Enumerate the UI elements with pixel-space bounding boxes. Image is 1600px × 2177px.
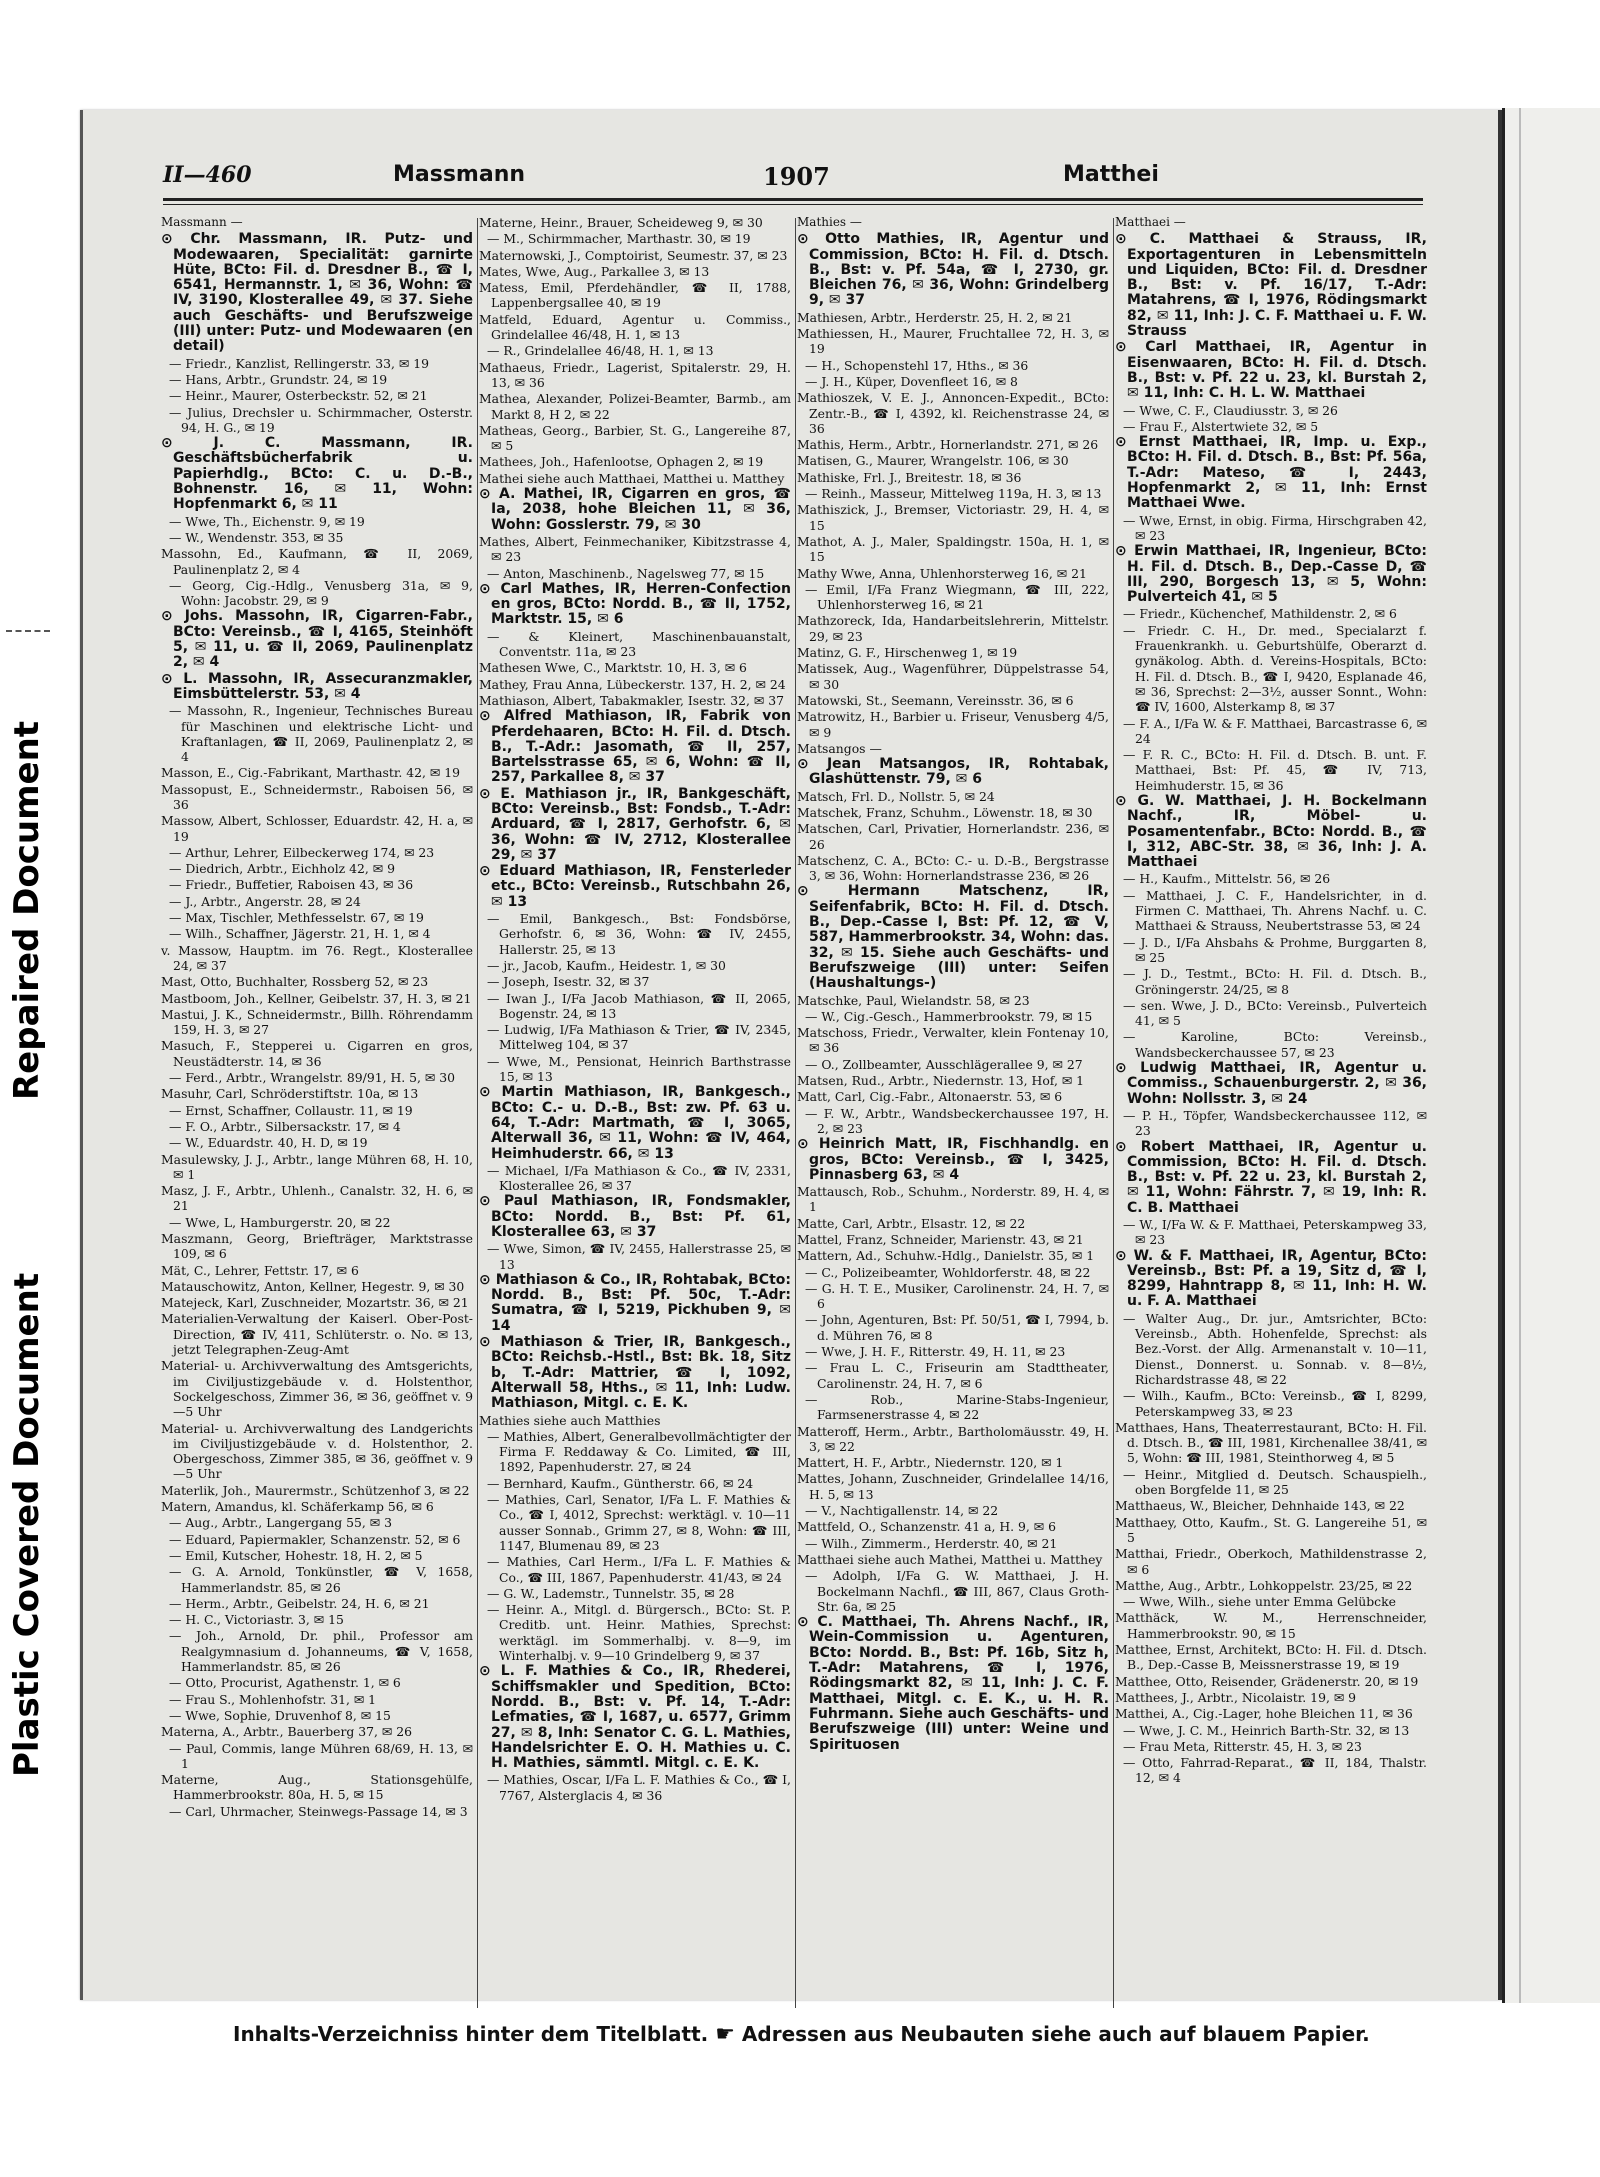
directory-entry: — O., Zollbeamter, Ausschlägerallee 9, ✉ 27 bbox=[805, 1056, 1083, 1072]
directory-entry: — Wilh., Schaffner, Jägerstr. 21, H. 1, ✉ 4 bbox=[169, 926, 431, 942]
directory-entry: ⊙ J. C. Massmann, IR. Geschäftsbücherfabrik u. Papierhdlg., BCto: C. u. D.-B., Bohnenstr. 16, ✉ 11, Wohn: Hopfenmarkt 6, ✉ 11 bbox=[161, 435, 473, 513]
directory-entry: — Max, Tischler, Methfesselstr. 67, ✉ 19 bbox=[169, 910, 424, 926]
directory-entry: Materne, Aug., Stationsgehülfe, Hammerbrookstr. 80a, H. 5, ✉ 15 bbox=[161, 1772, 473, 1803]
directory-entry: ⊙ Alfred Mathiason, IR, Fabrik von Pferdehaaren, BCto: H. Fil. d. Dtsch. B., T.-Adr.: Jasomath, ☎ II, 257, Bartelsstrasse 65, ✉ 6, Wohn: ☎ II, 257, Parkallee 8, ✉ 37 bbox=[479, 708, 791, 786]
directory-entry: Matthaes, Hans, Theaterrestaurant, BCto: H. Fil. d. Dtsch. B., ☎ III, 1981, Kirchenallee 38/41, ✉ 5, Wohn: ☎ III, 1981, Steinthorweg 4, ✉ 5 bbox=[1115, 1419, 1427, 1466]
directory-entry: Matthee, Ernst, Architekt, BCto: H. Fil. d. Dtsch. B., Dep.-Casse B, Meissnerstrasse 19, ✉ 19 bbox=[1115, 1642, 1427, 1673]
directory-entry: Masson, E., Cig.-Fabrikant, Marthastr. 42, ✉ 19 bbox=[161, 765, 461, 781]
directory-entry: — H., Kaufm., Mittelstr. 56, ✉ 26 bbox=[1123, 871, 1331, 887]
plastic-covered-label: Plastic Covered Document bbox=[7, 1272, 47, 1778]
directory-entry: — Diedrich, Arbtr., Eichholz 42, ✉ 9 bbox=[169, 861, 395, 877]
directory-entry: Matteroff, Herm., Arbtr., Bartholomäusstr. 49, H. 3, ✉ 22 bbox=[797, 1423, 1109, 1454]
directory-entry: Matthee, Otto, Reisender, Grädenerstr. 20, ✉ 19 bbox=[1115, 1673, 1419, 1689]
page-footer bbox=[233, 2022, 1433, 2047]
directory-entry: — Emil, I/Fa Franz Wiegmann, ☎ III, 222, Uhlenhorsterweg 16, ✉ 21 bbox=[805, 581, 1109, 613]
directory-entry: ⊙ C. Matthaei, Th. Ahrens Nachf., IR, Wein-Commission u. Agenturen, BCto: Nordd. B., Bst: Pf. 16b, Sitz h, T.-Adr: Matahrens, ☎ I, 1976, Rödingsmarkt 82, ✉ 11, Inh: J. C. F. Matthaei, Mitgl. c. E. K., u. H. R. Fuhrmann. Siehe auch Geschäfts- und Berufszweige (III) unter: Weine und Spirituosen bbox=[797, 1614, 1109, 1753]
directory-entry: — F. R. C., BCto: H. Fil. d. Dtsch. B. unt. F. Matthaei, Bst: Pf. 45, ☎ IV, 713, Heimhuderstr. 15, ✉ 36 bbox=[1123, 747, 1427, 793]
directory-entry: Mathiessen, H., Maurer, Fruchtallee 72, H. 3, ✉ 19 bbox=[797, 326, 1109, 357]
directory-entry: Matrowitz, H., Barbier u. Friseur, Venusberg 4/5, ✉ 9 bbox=[797, 709, 1109, 740]
directory-entry: Matschke, Paul, Wielandstr. 58, ✉ 23 bbox=[797, 992, 1030, 1008]
directory-entry: — Friedr., Küchenchef, Mathildenstr. 2, ✉ 6 bbox=[1123, 606, 1397, 622]
directory-entry: Matt, Carl, Cig.-Fabr., Altonaerstr. 53, ✉ 6 bbox=[797, 1089, 1063, 1105]
directory-entry: Massow, Albert, Schlosser, Eduardstr. 42, H. a, ✉ 19 bbox=[161, 813, 473, 844]
directory-entry: — Wwe, C. F., Claudiusstr. 3, ✉ 26 bbox=[1123, 402, 1338, 418]
column-heading: Massmann — bbox=[161, 215, 243, 229]
directory-entry: Matauschowitz, Anton, Kellner, Hegestr. 9, ✉ 30 bbox=[161, 1278, 465, 1294]
directory-entry: — Emil, Bankgesch., Bst: Fondsbörse, Gerhofstr. 6, ✉ 36, Wohn: ☎ IV, 2455, Hallerstr. 25, ✉ 13 bbox=[487, 911, 791, 957]
directory-entry: Mastui, J. K., Schneidermstr., Billh. Röhrendamm 159, H. 3, ✉ 27 bbox=[161, 1006, 473, 1038]
directory-column bbox=[161, 215, 473, 2015]
directory-entry: Materlik, Joh., Maurermstr., Schützenhof 3, ✉ 22 bbox=[161, 1482, 470, 1498]
directory-entry: — Frau S., Mohlenhofstr. 31, ✉ 1 bbox=[169, 1691, 377, 1707]
directory-entry: Mathiesen, Arbtr., Herderstr. 25, H. 2, ✉ 21 bbox=[797, 309, 1073, 325]
footer-newbuild-note: Adressen aus Neubauten siehe auch auf blauem Papier. bbox=[741, 2022, 1370, 2046]
directory-entry: Material- u. Archivverwaltung des Landgerichts im Civiljustizgebäude v. d. Holstenthor, 2. Obergeschoss, Zimmer 385, ✉ 36, geöffnet v. 9—5 Uhr bbox=[161, 1420, 473, 1482]
directory-entry: — Ernst, Schaffner, Collaustr. 11, ✉ 19 bbox=[169, 1102, 413, 1118]
directory-entry: — Heinr., Maurer, Osterbeckstr. 52, ✉ 21 bbox=[169, 388, 428, 404]
directory-entry: Mathaeus, Friedr., Lagerist, Spitalerstr. 29, H. 13, ✉ 36 bbox=[479, 359, 791, 390]
directory-entry: — Wwe, M., Pensionat, Heinrich Barthstrasse 15, ✉ 13 bbox=[487, 1053, 791, 1085]
directory-entry: — F. A., I/Fa W. & F. Matthaei, Barcastrasse 6, ✉ 24 bbox=[1123, 715, 1427, 746]
directory-entry: ⊙ L. F. Mathies & Co., IR, Rhederei, Schiffsmakler und Spedition, BCto: Nordd. B., Bst: v. Pf. 14, T.-Adr: Lefmaties, ☎ I, 1687, u. 6577, Grimm 27, ✉ 8, Inh: Senator C. G. L. Mathies, Handelsrichter E. O. H. Mathies u. C. H. Mathies, sämmtl. Mitgl. c. E. K. bbox=[479, 1663, 791, 1772]
header-rule bbox=[163, 198, 1423, 201]
directory-entry: Matfeld, Eduard, Agentur u. Commiss., Grindelallee 46/48, H. 1, ✉ 13 bbox=[479, 311, 791, 343]
directory-entry: — Herm., Arbtr., Geibelstr. 24, H. 6, ✉ 21 bbox=[169, 1595, 430, 1611]
directory-entry: — Michael, I/Fa Mathiason & Co., ☎ IV, 2331, Klosterallee 26, ✉ 37 bbox=[487, 1162, 791, 1194]
directory-entry: — Matthaei, J. C. F., Handelsrichter, in d. Firmen C. Matthaei, Th. Ahrens Nachf. u. C. Matthaei & Strauss, Neubertstrasse 53, ✉ 24 bbox=[1123, 887, 1427, 934]
directory-entry: Matthaei siehe auch Mathei, Matthei u. Matthey bbox=[797, 1551, 1103, 1567]
directory-entry: ⊙ Erwin Matthaei, IR, Ingenieur, BCto: H. Fil. d. Dtsch. B., Dep.-Casse D, ☎ III, 290, Borgesch 13, ✉ 5, Wohn: Pulverteich 41, ✉ 5 bbox=[1115, 543, 1427, 606]
directory-entry: ⊙ Hermann Matschenz, IR, Seifenfabrik, BCto: H. Fil. d. Dtsch. B., Dep.-Casse I, Bst: Pf. 12, ☎ V, 587, Hammerbrookstr. 34, Wohn: das. 32, ✉ 15. Siehe auch Geschäfts- und Berufszweige (III) unter: Seifen (Haushaltungs-) bbox=[797, 883, 1109, 992]
directory-entry: — Georg, Cig.-Hdlg., Venusberg 31a, ✉ 9, Wohn: Jacobstr. 29, ✉ 9 bbox=[169, 577, 473, 609]
directory-entry: Matthaey, Otto, Kaufm., St. G. Langereihe 51, ✉ 5 bbox=[1115, 1514, 1427, 1545]
directory-entry: — Walter Aug., Dr. jur., Amtsrichter, BCto: Vereinsb., Abth. Hohenfelde, Sprechst: als Bez.-Vorst. der Allg. Armenanstalt v. 10—11, Dienst., Donnerst. u. Sonnab. v. 8—8½, Richardstrasse 48, ✉ 22 bbox=[1123, 1310, 1427, 1387]
directory-entry: Mattert, H. F., Arbtr., Niedernstr. 120, ✉ 1 bbox=[797, 1455, 1064, 1471]
pointing-hand-icon: ☛ bbox=[715, 2022, 735, 2047]
directory-entry: — & Kleinert, Maschinenbauanstalt, Conventstr. 11a, ✉ 23 bbox=[487, 628, 791, 660]
directory-entry: ⊙ A. Mathei, IR, Cigarren en gros, ☎ Ia, 2038, hohe Bleichen 11, ✉ 36, Wohn: Gosslerstr. 79, ✉ 30 bbox=[479, 486, 791, 533]
directory-entry: — W., Eduardstr. 40, H. D, ✉ 19 bbox=[169, 1135, 368, 1151]
directory-entry: Material- u. Archivverwaltung des Amtsgerichts, im Civiljustizgebäude v. d. Holstenthor, Sockelgeschoss, Zimmer 36, ✉ 36, geöffnet v. 9—5 Uhr bbox=[161, 1358, 473, 1420]
directory-entry: ⊙ Martin Mathiason, IR, Bankgesch., BCto: C.- u. D.-B., Bst: zw. Pf. 63 u. 64, T.-Adr: Martmath, ☎ I, 3065, Alterwall 36, ✉ 11, Wohn: ☎ IV, 464, Heimhuderstr. 66, ✉ 13 bbox=[479, 1084, 791, 1162]
directory-columns bbox=[161, 215, 1431, 2015]
directory-entry: ⊙ Mathiason & Co., IR, Rohtabak, BCto: Nordd. B., Bst: Pf. 50c, T.-Adr: Sumatra, ☎ I, 5219, Pickhuben 9, ✉ 14 bbox=[479, 1271, 791, 1334]
directory-entry: — Wilh., Kaufm., BCto: Vereinsb., ☎ I, 8299, Peterskampweg 33, ✉ 23 bbox=[1123, 1388, 1427, 1419]
directory-entry: Masulewsky, J. J., Arbtr., lange Mühren 68, H. 10, ✉ 1 bbox=[161, 1151, 473, 1182]
directory-entry: Masz, J. F., Arbtr., Uhlenh., Canalstr. 32, H. 6, ✉ 21 bbox=[161, 1183, 473, 1214]
directory-entry: Mathiske, Frl. J., Breitestr. 18, ✉ 36 bbox=[797, 469, 1022, 485]
directory-entry: Mathea, Alexander, Polizei-Beamter, Barmb., am Markt 8, H 2, ✉ 22 bbox=[479, 391, 791, 422]
directory-entry: — Wwe, Th., Eichenstr. 9, ✉ 19 bbox=[169, 513, 365, 529]
directory-entry: — Heinr., Mitglied d. Deutsch. Schauspielh., oben Borgfelde 11, ✉ 25 bbox=[1123, 1466, 1427, 1498]
next-page-edge bbox=[1502, 108, 1600, 2003]
directory-column bbox=[479, 215, 791, 2015]
directory-entry: Mathies siehe auch Matthies bbox=[479, 1412, 661, 1428]
directory-entry: Masuch, F., Stepperei u. Cigarren en gros, Neustädterstr. 14, ✉ 36 bbox=[161, 1038, 473, 1069]
directory-entry: Mathei siehe auch Matthaei, Matthei u. Matthey bbox=[479, 470, 785, 486]
directory-entry: Matthei, A., Cig.-Lager, hohe Bleichen 11, ✉ 36 bbox=[1115, 1706, 1413, 1722]
directory-entry: Matschek, Franz, Schuhm., Löwenstr. 18, ✉ 30 bbox=[797, 804, 1093, 820]
directory-entry: — F. W., Arbtr., Wandsbeckerchaussee 197, H. 2, ✉ 23 bbox=[805, 1105, 1109, 1136]
directory-entry: ⊙ G. W. Matthaei, J. H. Bockelmann Nachf., IR, Möbel- u. Posamentenfabr., BCto: Nordd. B., ☎ I, 312, ABC-Str. 38, ✉ 36, Inh: J. A. Matthaei bbox=[1115, 792, 1427, 871]
directory-entry: Matsangos — bbox=[797, 740, 882, 756]
header-rule-thin bbox=[163, 204, 1423, 205]
directory-entry: — Wwe, J. H. F., Ritterstr. 49, H. 11, ✉ 23 bbox=[805, 1344, 1066, 1360]
directory-entry: — Adolph, I/Fa G. W. Matthaei, J. H. Bockelmann Nachfl., ☎ III, 867, Claus Groth-Str. 6a, ✉ 25 bbox=[805, 1568, 1109, 1614]
directory-entry: Matthe, Aug., Arbtr., Lohkoppelstr. 23/25, ✉ 22 bbox=[1115, 1577, 1413, 1593]
directory-entry: Matthäck, W. M., Herrenschneider, Hammerbrookstr. 90, ✉ 15 bbox=[1115, 1610, 1427, 1641]
directory-entry: Materialien-Verwaltung der Kaiserl. Ober-Post-Direction, ☎ IV, 411, Schlüterstr. o. No. ✉ 13, jetzt Telegraphen-Zeug-Amt bbox=[161, 1311, 473, 1358]
directory-entry: ⊙ Eduard Mathiason, IR, Fensterleder etc., BCto: Vereinsb., Rutschbahn 26, ✉ 13 bbox=[479, 863, 791, 910]
directory-entry: — W., Wendenstr. 353, ✉ 35 bbox=[169, 529, 344, 545]
directory-entry: Mattausch, Rob., Schuhm., Norderstr. 89, H. 4, ✉ 1 bbox=[797, 1184, 1109, 1215]
directory-entry: ⊙ Carl Matthaei, IR, Agentur in Eisenwaaren, BCto: H. Fil. d. Dtsch. B., Bst: v. Pf. 22 u. 23, kl. Burstah 2, ✉ 11, Inh: C. H. L. W. Matthaei bbox=[1115, 339, 1427, 402]
directory-entry: — Rob., Marine-Stabs-Ingenieur, Farmsenerstrasse 4, ✉ 22 bbox=[805, 1391, 1109, 1423]
directory-entry: Matess, Emil, Pferdehändler, ☎ II, 1788, Lappenbergsallee 40, ✉ 19 bbox=[479, 280, 791, 311]
directory-entry: — Mathies, Oscar, I/Fa L. F. Mathies & Co., ☎ I, 7767, Alsterglacis 4, ✉ 36 bbox=[487, 1772, 791, 1803]
directory-entry: Mattfeld, O., Schanzenstr. 41 a, H. 9, ✉ 6 bbox=[797, 1519, 1056, 1535]
directory-entry: Matschen, Carl, Privatier, Hornerlandstr. 236, ✉ 26 bbox=[797, 821, 1109, 852]
directory-entry: Matthaeus, W., Bleicher, Dehnhaide 143, ✉ 22 bbox=[1115, 1498, 1405, 1514]
directory-entry: Matschenz, C. A., BCto: C.- u. D.-B., Bergstrasse 3, ✉ 36, Wohn: Hornerlandstrasse 236, ✉ 26 bbox=[797, 852, 1109, 884]
directory-column bbox=[797, 215, 1109, 2015]
directory-entry: Massohn, Ed., Kaufmann, ☎ II, 2069, Paulinenplatz 2, ✉ 4 bbox=[161, 546, 473, 577]
directory-entry: ⊙ Chr. Massmann, IR. Putz- und Modewaaren, Specialität: garnirte Hüte, BCto: Fil. d. Dresdner B., ☎ I, 6541, Hermannstr. 1, ✉ 36, Wohn: ☎ IV, 3190, Klosterallee 49, ✉ 37. Siehe auch Geschäfts- und Berufszweige (III) unter: Putz- und Modewaaren (en detail) bbox=[161, 231, 473, 355]
directory-entry: Matthai, Friedr., Oberkoch, Mathildenstrasse 2, ✉ 6 bbox=[1115, 1546, 1427, 1577]
directory-entry: — Joseph, Isestr. 32, ✉ 37 bbox=[487, 974, 650, 990]
directory-entry: ⊙ W. & F. Matthaei, IR, Agentur, BCto: Vereinsb., Bst: Pf. a 19, Sitz d, ☎ I, 8299, Hahntrapp 8, ✉ 11, Inh: H. W. u. F. A. Matthaei bbox=[1115, 1247, 1427, 1310]
column-heading: Mathies — bbox=[797, 215, 862, 229]
directory-entry: — Frau L. C., Friseurin am Stadttheater, Carolinenstr. 24, H. 7, ✉ 6 bbox=[805, 1360, 1109, 1391]
directory-entry: — G. H. T. E., Musiker, Carolinenstr. 24, H. 7, ✉ 6 bbox=[805, 1280, 1109, 1312]
directory-entry: — R., Grindelallee 46/48, H. 1, ✉ 13 bbox=[487, 343, 714, 359]
directory-entry: — G. W., Lademstr., Tunnelstr. 35, ✉ 28 bbox=[487, 1585, 735, 1601]
directory-entry: Mathees, Joh., Hafenlootse, Ophagen 2, ✉ 19 bbox=[479, 454, 764, 470]
cut-line bbox=[6, 630, 50, 632]
directory-entry: — Frau F., Alstertwiete 32, ✉ 5 bbox=[1123, 418, 1319, 434]
directory-entry: — W., Cig.-Gesch., Hammerbrookstr. 79, ✉ 15 bbox=[805, 1008, 1093, 1024]
directory-entry: Matte, Carl, Arbtr., Elsastr. 12, ✉ 22 bbox=[797, 1215, 1026, 1231]
directory-entry: — Iwan J., I/Fa Jacob Mathiason, ☎ II, 2065, Bogenstr. 24, ✉ 13 bbox=[487, 990, 791, 1021]
header-last-name: Matthei bbox=[1063, 162, 1159, 187]
directory-entry: — J. D., Testmt., BCto: H. Fil. d. Dtsch. B., Gröningerstr. 24/25, ✉ 8 bbox=[1123, 966, 1427, 997]
directory-entry: ⊙ Jean Matsangos, IR, Rohtabak, Glashüttenstr. 79, ✉ 6 bbox=[797, 756, 1109, 788]
directory-entry: Mathey, Frau Anna, Lübeckerstr. 137, H. 2, ✉ 24 bbox=[479, 676, 786, 692]
directory-entry: Matheas, Georg., Barbier, St. G., Langereihe 87, ✉ 5 bbox=[479, 422, 791, 454]
directory-entry: Masuhr, Carl, Schröderstiftstr. 10a, ✉ 13 bbox=[161, 1086, 419, 1102]
directory-entry: — J. H., Küper, Dovenfleet 16, ✉ 8 bbox=[805, 373, 1018, 389]
directory-entry: — jr., Jacob, Kaufm., Heidestr. 1, ✉ 30 bbox=[487, 957, 726, 973]
directory-entry: — sen. Wwe, J. D., BCto: Vereinsb., Pulverteich 41, ✉ 5 bbox=[1123, 997, 1427, 1029]
directory-entry: — Julius, Drechsler u. Schirmmacher, Osterstr. 94, H. G., ✉ 19 bbox=[169, 404, 473, 435]
directory-entry: — C., Polizeibeamter, Wohldorferstr. 48, ✉ 22 bbox=[805, 1264, 1091, 1280]
directory-entry: — Otto, Procurist, Agathenstr. 1, ✉ 6 bbox=[169, 1675, 401, 1691]
directory-entry: Maternowski, J., Comptoirist, Seumestr. 37, ✉ 23 bbox=[479, 247, 788, 263]
directory-entry: — M., Schirmmacher, Marthastr. 30, ✉ 19 bbox=[487, 231, 751, 247]
directory-entry: — Carl, Uhrmacher, Steinwegs-Passage 14, ✉ 3 bbox=[169, 1803, 468, 1819]
directory-entry: — H., Schopenstehl 17, Hths., ✉ 36 bbox=[805, 357, 1029, 373]
directory-entry: ⊙ Johs. Massohn, IR, Cigarren-Fabr., BCto: Vereinsb., ☎ I, 4165, Steinhöft 5, ✉ 11, u. ☎ II, 2069, Paulinenplatz 2, ✉ 4 bbox=[161, 608, 473, 671]
header-first-name: Massmann bbox=[393, 162, 526, 187]
directory-entry: Matowski, St., Seemann, Vereinsstr. 36, ✉ 6 bbox=[797, 692, 1074, 708]
directory-entry: — Frau Meta, Ritterstr. 45, H. 3, ✉ 23 bbox=[1123, 1738, 1362, 1754]
directory-entry: — Ferd., Arbtr., Wrangelstr. 89/91, H. 5, ✉ 30 bbox=[169, 1070, 455, 1086]
directory-entry: — Wwe, Wilh., siehe unter Emma Gelübcke bbox=[1123, 1594, 1396, 1610]
directory-entry: — H. C., Victoriastr. 3, ✉ 15 bbox=[169, 1612, 344, 1628]
scanned-page bbox=[80, 110, 1502, 2047]
directory-entry: — Arthur, Lehrer, Eilbeckerweg 174, ✉ 23 bbox=[169, 844, 435, 860]
directory-entry: Matsch, Frl. D., Nollstr. 5, ✉ 24 bbox=[797, 788, 995, 804]
directory-entry: — V., Nachtigallenstr. 14, ✉ 22 bbox=[805, 1503, 999, 1519]
directory-entry: — Mathies, Carl, Senator, I/Fa L. F. Mathies & Co., ☎ I, 4012, Sprechst: werktägl. v. 10—11 ausser Sonnab., Grimm 27, ✉ 8, Wohn: ☎ III, 1147, Blumenau 89, ✉ 23 bbox=[487, 1492, 791, 1553]
directory-entry: — F. O., Arbtr., Silbersackstr. 17, ✉ 4 bbox=[169, 1118, 401, 1134]
directory-entry: ⊙ Mathiason & Trier, IR, Bankgesch., BCto: Reichsb.-Hstl., Bst: Bk. 18, Sitz b, T.-Adr: Mattrier, ☎ I, 1092, Alterwall 58, Hths., ✉ 11, Inh: Ludw. Mathiason, Mitgl. c. E. K. bbox=[479, 1334, 791, 1412]
directory-entry: Mathiason, Albert, Tabakmakler, Isestr. 32, ✉ 37 bbox=[479, 692, 785, 708]
directory-entry: Matsen, Rud., Arbtr., Niedernstr. 13, Hof, ✉ 1 bbox=[797, 1073, 1085, 1089]
directory-entry: Mät, C., Lehrer, Fettstr. 17, ✉ 6 bbox=[161, 1262, 359, 1278]
directory-entry: Mattel, Franz, Schneider, Marienstr. 43, ✉ 21 bbox=[797, 1232, 1084, 1247]
directory-entry: — Massohn, R., Ingenieur, Technisches Bureau für Maschinen und elektrische Licht- und Kraftanlagen, ☎ II, 2069, Paulinenplatz 2, ✉ 4 bbox=[169, 703, 473, 765]
directory-entry: — Emil, Kutscher, Hohestr. 18, H. 2, ✉ 5 bbox=[169, 1547, 423, 1563]
directory-entry: Matisen, G., Maurer, Wrangelstr. 106, ✉ 30 bbox=[797, 453, 1069, 469]
directory-entry: Matinz, G. F., Hirschenweg 1, ✉ 19 bbox=[797, 645, 1018, 661]
directory-entry: Mathiszick, J., Bremser, Victoriastr. 29, H. 4, ✉ 15 bbox=[797, 502, 1109, 533]
directory-entry: Materna, A., Arbtr., Bauerberg 37, ✉ 26 bbox=[161, 1724, 412, 1740]
directory-entry: — Joh., Arnold, Dr. phil., Professor am Realgymnasium d. Johanneums, ☎ V, 1658, Hammerlandstr. 85, ✉ 26 bbox=[169, 1628, 473, 1675]
directory-entry: — W., I/Fa W. & F. Matthaei, Peterskampweg 33, ✉ 23 bbox=[1123, 1217, 1427, 1248]
directory-entry: Matthees, J., Arbtr., Nicolaistr. 19, ✉ 9 bbox=[1115, 1689, 1357, 1705]
directory-entry: — Wwe, L, Hamburgerstr. 20, ✉ 22 bbox=[169, 1214, 391, 1230]
directory-entry: — Wwe, Sophie, Druvenhof 8, ✉ 15 bbox=[169, 1707, 391, 1723]
directory-column bbox=[1115, 215, 1427, 2015]
directory-entry: Matschoss, Friedr., Verwalter, klein Fontenay 10, ✉ 36 bbox=[797, 1025, 1109, 1056]
directory-entry: ⊙ Ernst Matthaei, IR, Imp. u. Exp., BCto: H. Fil. d. Dtsch. B., Bst: Pf. 56a, T.-Adr: Mateso, ☎ I, 2443, Hopfenmarkt 2, ✉ 11, Inh: Ernst Matthaei Wwe. bbox=[1115, 434, 1427, 512]
directory-entry: — John, Agenturen, Bst: Pf. 50/51, ☎ I, 7994, b. d. Mühren 76, ✉ 8 bbox=[805, 1312, 1109, 1343]
footer-index-note: Inhalts-Verzeichniss hinter dem Titelblatt. bbox=[233, 2022, 709, 2046]
directory-entry: — Friedr., Kanzlist, Rellingerstr. 33, ✉ 19 bbox=[169, 355, 429, 371]
directory-entry: Mathot, A. J., Maler, Spaldingstr. 150a, H. 1, ✉ 15 bbox=[797, 533, 1109, 565]
directory-entry: — Friedr. C. H., Dr. med., Specialarzt f. Frauenkrankh. u. Geburtshülfe, Oberarzt d. gynäkolog. Abth. d. Vereins-Hospitals, BCto: H. Fil. d. Dtsch. B., ☎ I, 9420, Esplanade 46, ✉ 36, Sprechst: 2—3½, ausser Sonnt., Wohn: ☎ IV, 1600, Alsterkamp 8, ✉ 37 bbox=[1123, 622, 1427, 715]
directory-entry: Massopust, E., Schneidermstr., Raboisen 56, ✉ 36 bbox=[161, 781, 473, 812]
directory-entry: — Mathies, Albert, Generalbevollmächtigter der Firma F. Reddaway & Co. Limited, ☎ III, 1892, Papenhuderstr. 27, ✉ 24 bbox=[487, 1428, 791, 1475]
directory-entry: ⊙ Robert Matthaei, IR, Agentur u. Commission, BCto: H. Fil. d. Dtsch. B., Bst: v. Pf. 22 u. 23, kl. Burstah 2, ✉ 11, Wohn: Fährstr. 7, ✉ 19, Inh: R. C. B. Matthaei bbox=[1115, 1138, 1427, 1216]
directory-entry: ⊙ E. Mathiason jr., IR, Bankgeschäft, BCto: Vereinsb., Bst: Fondsb., T.-Adr: Arduard, ☎ I, 2817, Gerhofstr. 6, ✉ 36, Wohn: ☎ IV, 2712, Klosterallee 29, ✉ 37 bbox=[479, 785, 791, 863]
directory-entry: — Paul, Commis, lange Mühren 68/69, H. 13, ✉ 1 bbox=[169, 1740, 473, 1771]
directory-entry: v. Massow, Hauptm. im 76. Regt., Klosterallee 24, ✉ 37 bbox=[161, 942, 473, 973]
page-number: II—460 bbox=[163, 162, 252, 188]
directory-entry: — Mathies, Carl Herm., I/Fa L. F. Mathies & Co., ☎ III, 1867, Papenhuderstr. 41/43, ✉ 24 bbox=[487, 1554, 791, 1585]
directory-entry: ⊙ Carl Mathes, IR, Herren-Confection en gros, BCto: Nordd. B., ☎ II, 1752, Marktstr. 15, ✉ 6 bbox=[479, 580, 791, 628]
directory-entry: — J. D., I/Fa Ahsbahs & Prohme, Burggarten 8, ✉ 25 bbox=[1123, 934, 1427, 965]
directory-entry: — Otto, Fahrrad-Reparat., ☎ II, 184, Thalstr. 12, ✉ 4 bbox=[1123, 1755, 1427, 1786]
directory-entry: — Bernhard, Kaufm., Güntherstr. 66, ✉ 24 bbox=[487, 1475, 754, 1491]
directory-entry: ⊙ Paul Mathiason, IR, Fondsmakler, BCto: Nordd. B., Bst: Pf. 61, Klosterallee 63, ✉ 37 bbox=[479, 1193, 791, 1240]
directory-entry: — Wwe, Simon, ☎ IV, 2455, Hallerstrasse 25, ✉ 13 bbox=[487, 1241, 791, 1272]
directory-entry: ⊙ Ludwig Matthaei, IR, Agentur u. Commiss., Schauenburgerstr. 2, ✉ 36, Wohn: Nollsstr. 3, ✉ 24 bbox=[1115, 1060, 1427, 1107]
directory-entry: ⊙ Heinrich Matt, IR, Fischhandlg. en gros, BCto: Vereinsb., ☎ I, 3425, Pinnasberg 63, ✉ 4 bbox=[797, 1136, 1109, 1183]
directory-entry: — J., Arbtr., Angerstr. 28, ✉ 24 bbox=[169, 893, 361, 909]
directory-entry: — Karoline, BCto: Vereinsb., Wandsbeckerchaussee 57, ✉ 23 bbox=[1123, 1029, 1427, 1060]
directory-entry: — Friedr., Buffetier, Raboisen 43, ✉ 36 bbox=[169, 877, 414, 893]
directory-entry: Matejeck, Karl, Zuschneider, Mozartstr. 36, ✉ 21 bbox=[161, 1295, 469, 1311]
header-year: 1907 bbox=[763, 162, 830, 191]
directory-entry: Matissek, Aug., Wagenführer, Düppelstrasse 54, ✉ 30 bbox=[797, 661, 1109, 692]
directory-entry: Mathesen Wwe, C., Marktstr. 10, H. 3, ✉ 6 bbox=[479, 660, 747, 676]
directory-entry: Mathy Wwe, Anna, Uhlenhorsterweg 16, ✉ 21 bbox=[797, 565, 1087, 581]
directory-entry: Mathzoreck, Ida, Handarbeitslehrerin, Mittelstr. 29, ✉ 23 bbox=[797, 613, 1109, 644]
page-header bbox=[163, 162, 1418, 196]
directory-entry: ⊙ C. Matthaei & Strauss, IR, Exportagenturen in Lebensmitteln und Liquiden, BCto: Fil. d. Dresdner B., Bst: v. Pf. 16/17, T.-Adr: Matahrens, ☎ I, 1976, Rödingsmarkt 82, ✉ 11, Inh: J. C. F. Matthaei u. F. W. Strauss bbox=[1115, 231, 1427, 340]
directory-entry: — Hans, Arbtr., Grundstr. 24, ✉ 19 bbox=[169, 371, 388, 387]
column-heading: Matthaei — bbox=[1115, 215, 1186, 229]
directory-entry: Mastboom, Joh., Kellner, Geibelstr. 37, H. 3, ✉ 21 bbox=[161, 990, 472, 1006]
directory-entry: — Anton, Maschinenb., Nagelsweg 77, ✉ 15 bbox=[487, 565, 765, 581]
directory-entry: Mast, Otto, Buchhalter, Rossberg 52, ✉ 23 bbox=[161, 974, 429, 990]
directory-entry: Maszmann, Georg, Briefträger, Marktstrasse 109, ✉ 6 bbox=[161, 1231, 473, 1262]
directory-entry: Materne, Heinr., Brauer, Scheideweg 9, ✉ 30 bbox=[479, 215, 763, 230]
directory-entry: ⊙ Otto Mathies, IR, Agentur und Commission, BCto: H. Fil. d. Dtsch. B., Bst: v. Pf. 54a, ☎ I, 2730, gr. Bleichen 76, ✉ 36, Wohn: Grindelberg 9, ✉ 37 bbox=[797, 231, 1109, 309]
directory-entry: — Aug., Arbtr., Langergang 55, ✉ 3 bbox=[169, 1515, 392, 1531]
directory-entry: — P. H., Töpfer, Wandsbeckerchaussee 112, ✉ 23 bbox=[1123, 1107, 1427, 1139]
directory-entry: Matern, Amandus, kl. Schäferkamp 56, ✉ 6 bbox=[161, 1499, 434, 1515]
directory-entry: — Eduard, Papiermakler, Schanzenstr. 52, ✉ 6 bbox=[169, 1531, 461, 1547]
directory-entry: ⊙ L. Massohn, IR, Assecuranzmakler, Eimsbüttelerstr. 53, ✉ 4 bbox=[161, 670, 473, 702]
directory-entry: — Reinh., Masseur, Mittelweg 119a, H. 3, ✉ 13 bbox=[805, 486, 1102, 502]
directory-entry: — Wilh., Zimmerm., Herderstr. 40, ✉ 21 bbox=[805, 1535, 1058, 1551]
directory-entry: — Heinr. A., Mitgl. d. Bürgersch., BCto: St. P. Creditb. unt. Heinr. Mathies, Sprechst: werktägl. im Sommerhalbj. v. 8—9, im Winterhalbj. v. 9—10 Grindelberg 9, ✉ 37 bbox=[487, 1602, 791, 1664]
directory-entry: Mattern, Ad., Schuhw.-Hdlg., Danielstr. 35, ✉ 1 bbox=[797, 1248, 1095, 1264]
directory-entry: Mathioszek, V. E. J., Annoncen-Expedit., BCto: Zentr.-B., ☎ I, 4392, kl. Reichenstrasse 24, ✉ 36 bbox=[797, 390, 1109, 436]
directory-entry: Mattes, Johann, Zuschneider, Grindelallee 14/16, H. 5, ✉ 13 bbox=[797, 1471, 1109, 1502]
directory-entry: Mathes, Albert, Feinmechaniker, Kibitzstrasse 4, ✉ 23 bbox=[479, 533, 791, 565]
directory-entry: — Wwe, J. C. M., Heinrich Barth-Str. 32, ✉ 13 bbox=[1123, 1722, 1410, 1738]
directory-entry: Mates, Wwe, Aug., Parkallee 3, ✉ 13 bbox=[479, 263, 710, 279]
directory-entry: — Ludwig, I/Fa Mathiason & Trier, ☎ IV, 2345, Mittelweg 104, ✉ 37 bbox=[487, 1022, 791, 1053]
repaired-document-label: Repaired Document bbox=[7, 720, 47, 1100]
directory-entry: Mathis, Herm., Arbtr., Hornerlandstr. 271, ✉ 26 bbox=[797, 437, 1099, 453]
directory-entry: — G. A. Arnold, Tonkünstler, ☎ V, 1658, Hammerlandstr. 85, ✉ 26 bbox=[169, 1564, 473, 1595]
directory-entry: — Wwe, Ernst, in obig. Firma, Hirschgraben 42, ✉ 23 bbox=[1123, 512, 1427, 543]
